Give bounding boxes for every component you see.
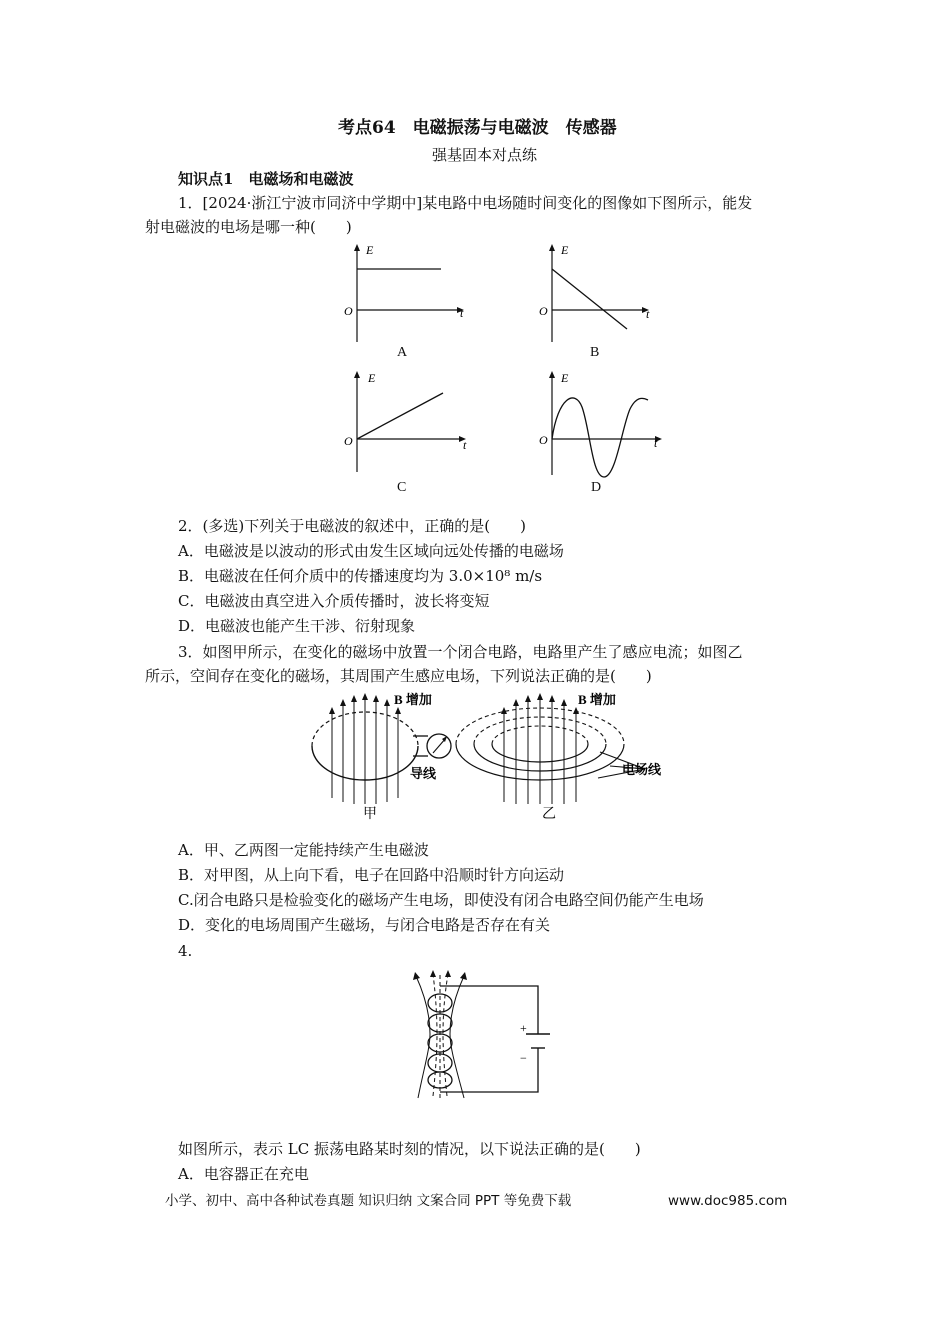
graph-d-label: D [591,480,602,495]
q2-stem: 2．(多选)下列关于电磁波的叙述中，正确的是( ) [178,517,526,535]
graph-b-origin: O [539,304,548,318]
capacitor-minus: − [520,1051,527,1065]
graph-b-axis-y: E [561,243,569,257]
graph-a [335,242,475,352]
figure-jia [300,690,465,820]
q3-stem-line1: 3．如图甲所示，在变化的磁场中放置一个闭合电路，电路里产生了感应电流；如图乙 [178,643,743,661]
q2-option-b: B．电磁波在任何介质中的传播速度均为 3.0×10⁸ m/s [178,567,543,585]
q1-stem-line1: 1．[2024·浙江宁波市同济中学期中]某电路中电场随时间变化的图像如下图所示，能发 [178,194,753,212]
graph-d-axis-y: E [561,371,569,385]
footer-url-link[interactable]: www.doc985.com [668,1193,788,1209]
graph-a-label: A [397,345,408,360]
q4-stem: 如图所示，表示 LC 振荡电路某时刻的情况，以下说法正确的是( ) [178,1140,641,1158]
page-title: 考点64 电磁振荡与电磁波 传感器 [338,118,617,138]
q3-option-d: D．变化的电场周围产生磁场，与闭合电路是否存在有关 [178,916,551,934]
q2-option-a: A．电磁波是以波动的形式由发生区域向远处传播的电磁场 [178,542,564,560]
figure-yi-label: 乙 [542,807,556,822]
graph-c-axis-y: E [368,371,376,385]
lc-circuit-figure [400,968,560,1100]
figure-yi-b-label: B 增加 [578,692,616,707]
graph-b [530,242,670,352]
graph-d [530,367,670,482]
q2-option-d: D．电磁波也能产生干涉、衍射现象 [178,617,416,635]
section-heading: 知识点1 电磁场和电磁波 [178,170,354,188]
q3-option-a: A．甲、乙两图一定能持续产生电磁波 [178,841,429,859]
q2-option-c: C．电磁波由真空进入介质传播时，波长将变短 [178,592,490,610]
q1-stem-line2: 射电磁波的电场是哪一种( ) [145,218,352,236]
q3-option-c: C.闭合电路只是检验变化的磁场产生电场，即使没有闭合电路空间仍能产生电场 [178,891,704,909]
graph-d-origin: O [539,433,548,447]
page-subtitle: 强基固本对点练 [432,146,538,164]
graph-c-axis-x: t [463,438,467,452]
q3-option-b: B．对甲图，从上向下看，电子在回路中沿顺时针方向运动 [178,866,565,884]
q3-stem-line2: 所示，空间存在变化的磁场，其周围产生感应电场，下列说法正确的是( ) [145,667,652,685]
figure-jia-wire-label: 导线 [410,766,437,781]
q4-option-a: A．电容器正在充电 [178,1165,309,1183]
graph-d-axis-x: t [654,436,658,450]
graph-c-label: C [397,480,407,495]
figure-yi [450,690,680,820]
q4-number: 4. [178,942,193,960]
figure-yi-field-lines-label: 电场线 [622,762,662,777]
graph-c-origin: O [344,434,353,448]
capacitor-plus: + [520,1021,527,1035]
graph-a-axis-y: E [366,243,374,257]
graph-a-axis-x: t [460,306,464,320]
graph-b-label: B [590,345,600,360]
figure-jia-b-label: B 增加 [394,692,432,707]
graph-b-axis-x: t [646,307,650,321]
figure-jia-label: 甲 [363,807,377,822]
graph-c [335,367,475,477]
graph-a-origin: O [344,304,353,318]
footer-text: 小学、初中、高中各种试卷真题 知识归纳 文案合同 PPT 等免费下载 [165,1193,572,1209]
